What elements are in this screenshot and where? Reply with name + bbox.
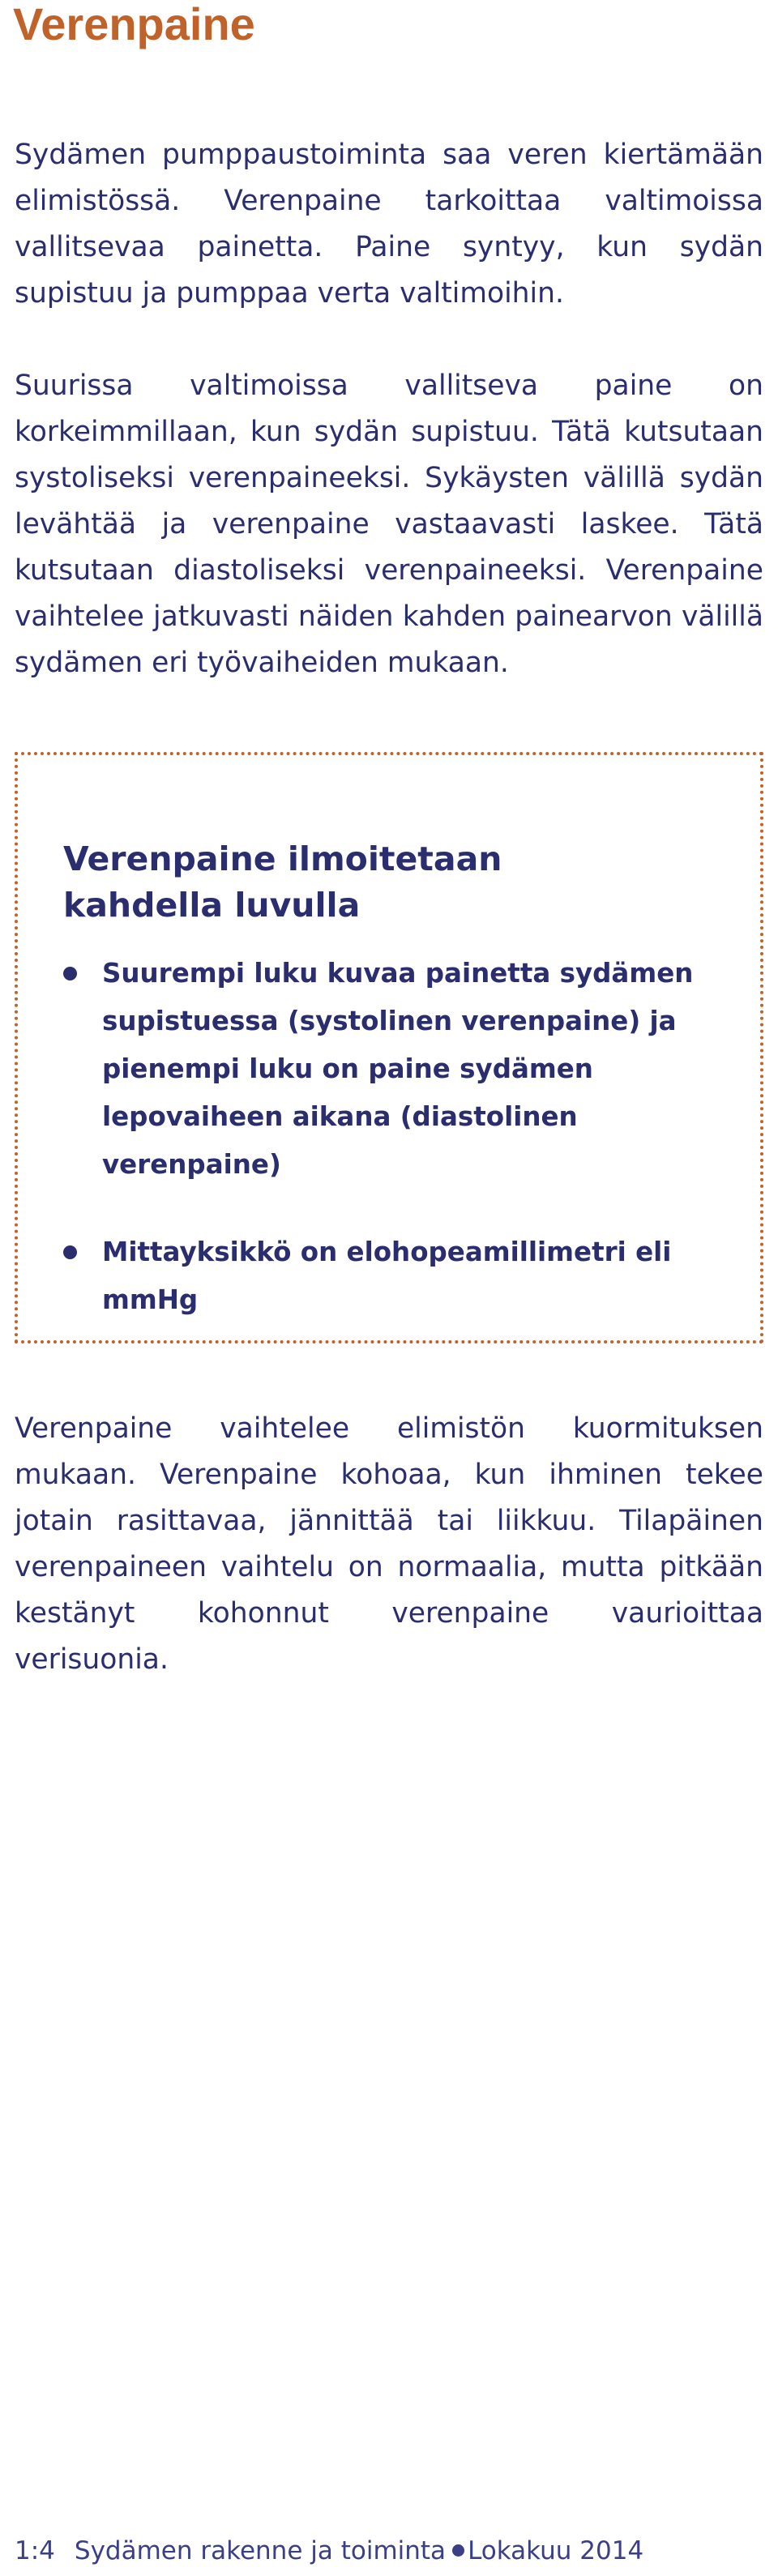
info-box-item (63, 950, 728, 1189)
systolic-diastolic-paragraph: Suurissa valtimoissa vallitseva paine on korkeimmillaan, kun sydän supistuu. Tätä kutsutaan systoliseksi verenpaineeksi. Sykäysten välillä sydän levähtää ja verenpaine vastaavasti laskee. Tätä kutsutaan diastoliseksi verenpaineeksi. Verenpaine vaihtelee jatkuvasti näiden kahden painearvon välillä sydämen eri työvaiheiden mukaan. (15, 370, 763, 679)
info-box-item-text: Suurempi luku kuvaa painetta sydämen supistuessa (systolinen verenpaine) ja pienempi luku on paine sydämen lepovaiheen aikana (diastolinen verenpaine) (102, 958, 694, 1180)
footer-publication: Sydämen rakenne ja toiminta (74, 2536, 447, 2565)
info-box-item-text: Mittayksikkö on elohopeamillimetri eli mmHg (102, 1237, 672, 1315)
bullet-icon (63, 967, 77, 980)
page-title: Verenpaine (13, 0, 255, 49)
bullet-icon (63, 1245, 77, 1259)
variation-paragraph: Verenpaine vaihtelee elimistön kuormituksen mukaan. Verenpaine kohoaa, kun ihminen tekee jotain rasittavaa, jännittää tai liikkuu. Tilapäinen verenpaineen vaihtelu on normaalia, mutta pitkään kestänyt kohonnut verenpaine vaurioittaa verisuonia. (15, 1412, 763, 1676)
intro-paragraph: Sydämen pumppaustoiminta saa veren kiertämään elimistössä. Verenpaine tarkoittaa valtimoissa vallitsevaa painetta. Paine syntyy, kun sydän supistuu ja pumppaa verta valtimoihin. (15, 139, 763, 310)
info-box-list (63, 950, 728, 1324)
footer-date: Lokakuu 2014 (468, 2536, 644, 2565)
info-box-item (63, 1228, 728, 1324)
info-box (15, 752, 763, 1344)
footer-page-number: 1:4 (15, 2536, 55, 2565)
info-box-title: Verenpaine ilmoitetaan kahdella luvulla (63, 839, 502, 925)
page-footer (15, 2535, 643, 2567)
separator-dot-icon (452, 2544, 464, 2557)
